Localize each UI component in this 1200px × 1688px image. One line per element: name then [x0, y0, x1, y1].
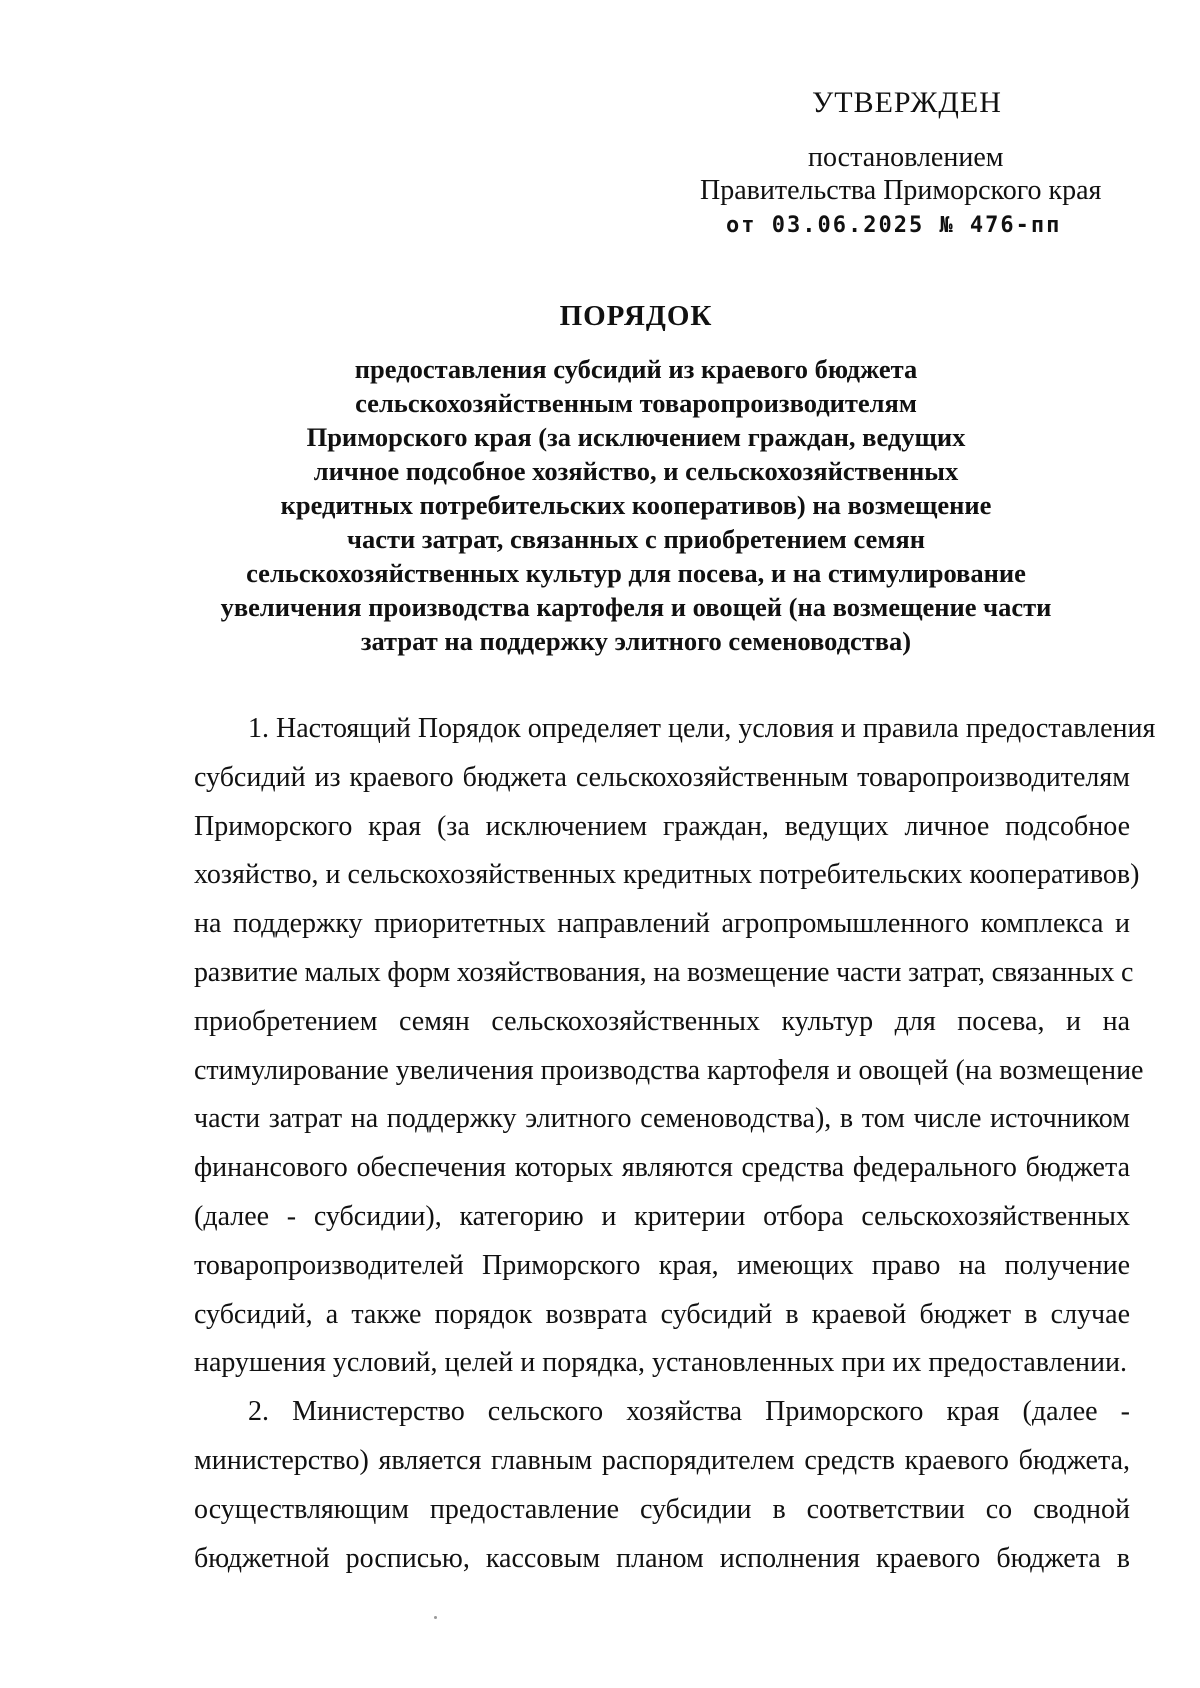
paragraph-line: части затрат на поддержку элитного семеноводства), в том числе источником	[194, 1103, 1130, 1135]
paragraph-line: стимулирование увеличения производства картофеля и овощей (на возмещение	[194, 1054, 1144, 1086]
subtitle-line: кредитных потребительских кооперативов) на возмещение	[280, 490, 992, 520]
document-title: ПОРЯДОК	[559, 300, 713, 332]
subtitle-line: предоставления субсидий из краевого бюджета	[354, 354, 918, 384]
paragraph-line: осуществляющим предоставление субсидии в соответствии со сводной	[194, 1493, 1130, 1525]
paragraph-line: приобретением семян сельскохозяйственных культур для посева, и на	[194, 1005, 1130, 1037]
paragraph-line: товаропроизводителей Приморского края, имеющих право на получение	[194, 1249, 1130, 1281]
paragraph-line: субсидий из краевого бюджета сельскохозяйственным товаропроизводителям	[194, 761, 1130, 793]
approval-resolution-line: постановлением	[808, 142, 1004, 173]
paragraph-line: нарушения условий, целей и порядка, установленных при их предоставлении.	[194, 1347, 1127, 1379]
subtitle-line: затрат на поддержку элитного семеноводства)	[360, 626, 912, 656]
paragraph-line: хозяйство, и сельскохозяйственных кредитных потребительских кооперативов)	[194, 859, 1140, 891]
paragraph-line: 2. Министерство сельского хозяйства Приморского края (далее -	[248, 1396, 1130, 1428]
subtitle-line: личное подсобное хозяйство, и сельскохозяйственных	[313, 456, 959, 486]
approval-heading: УТВЕРЖДЕН	[812, 86, 1002, 119]
scan-speck	[434, 1616, 437, 1619]
paragraph-1	[140, 705, 1156, 1388]
subtitle-line: Приморского края (за исключением граждан, ведущих	[306, 422, 966, 452]
approval-date-number-stamp: от 03.06.2025 № 476-пп	[726, 213, 1062, 238]
subtitle-line: части затрат, связанных с приобретением семян	[347, 524, 925, 554]
paragraph-line: финансового обеспечения которых являются средства федерального бюджета	[194, 1152, 1130, 1184]
subtitle-line: сельскохозяйственным товаропроизводителям	[355, 388, 917, 418]
subtitle-line: увеличения производства картофеля и овощей (на возмещение части	[220, 592, 1052, 622]
document-subtitle	[140, 352, 1132, 658]
paragraph-line: развитие малых форм хозяйствования, на возмещение части затрат, связанных с	[194, 956, 1134, 988]
paragraph-line: субсидий, а также порядок возврата субсидий в краевой бюджет в случае	[194, 1298, 1130, 1330]
paragraph-line: Приморского края (за исключением граждан, ведущих личное подсобное	[194, 810, 1130, 842]
paragraph-2	[140, 1388, 1130, 1583]
paragraph-line: бюджетной росписью, кассовым планом исполнения краевого бюджета в	[194, 1542, 1130, 1574]
paragraph-line: министерство) является главным распорядителем средств краевого бюджета,	[194, 1444, 1130, 1476]
subtitle-line: сельскохозяйственных культур для посева, и на стимулирование	[246, 558, 1026, 588]
approval-government-line: Правительства Приморского края	[700, 175, 1102, 206]
document-body	[140, 705, 1156, 1583]
paragraph-line: (далее - субсидии), категорию и критерии отбора сельскохозяйственных	[194, 1200, 1130, 1232]
paragraph-line: на поддержку приоритетных направлений агропромышленного комплекса и	[194, 908, 1130, 940]
paragraph-line: 1. Настоящий Порядок определяет цели, условия и правила предоставления	[248, 713, 1156, 744]
